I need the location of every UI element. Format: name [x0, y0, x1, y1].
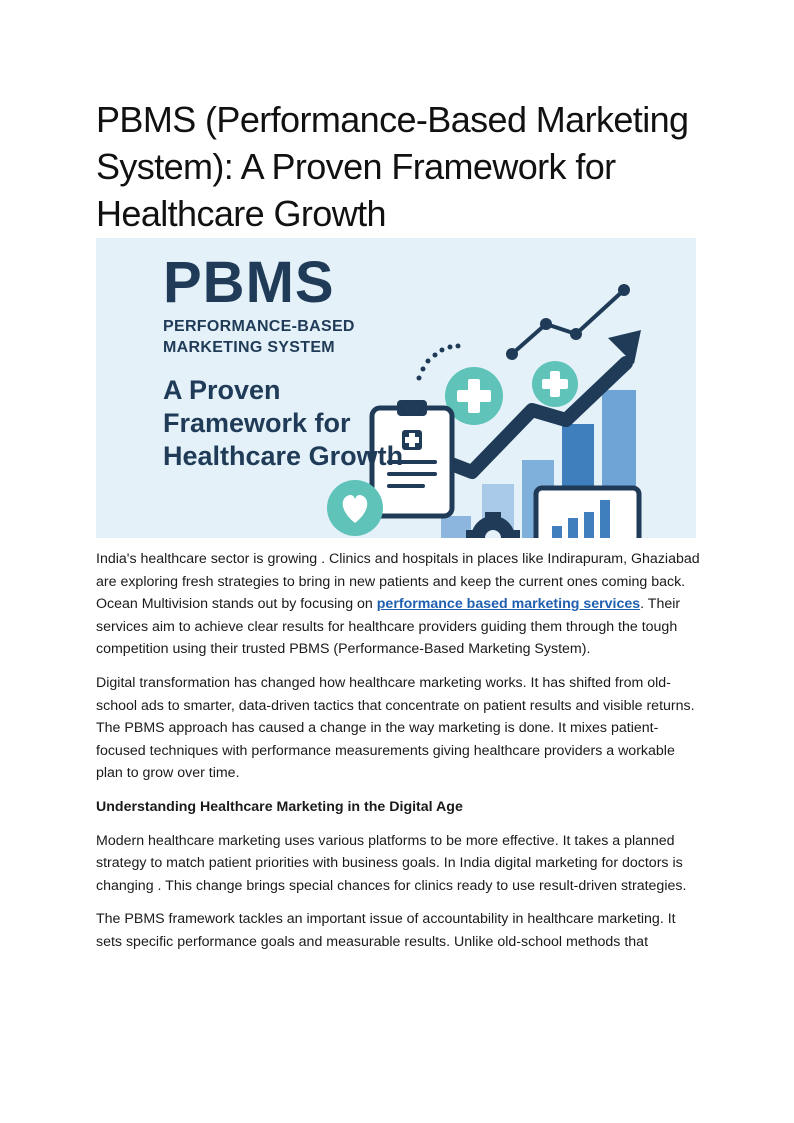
performance-marketing-link[interactable]: performance based marketing services	[376, 596, 641, 613]
hero-text-block	[163, 252, 423, 473]
article-body	[96, 548, 700, 965]
article-title: PBMS (Performance-Based Marketing System): A Proven Framework for Healthcare Growth	[96, 99, 689, 234]
dotted-arc-icon	[417, 344, 461, 381]
paragraph-intro-text: India's healthcare sector is growing . Clinics and hospitals in places like Indirapuram, Ghaziabad are exploring fresh strategies to bring in new patients and keep the current ones coming back. Ocean Multivision stands out by focusing on	[96, 551, 700, 613]
paragraph-digital-transformation: Digital transformation has changed how healthcare marketing works. It has shifted from old-school ads to smarter, data-driven tactics that concentrate on patient results and visible returns. The PBMS approach has caused a change in the way marketing is done. It mixes patient-focused techniques with performance measurements giving healthcare providers a workable plan to grow over time.	[96, 674, 695, 782]
hero-subtitle: PERFORMANCE-BASED MARKETING SYSTEM	[163, 318, 355, 356]
section-heading: Understanding Healthcare Marketing in the Digital Age	[96, 798, 463, 815]
paragraph-pbms-framework: The PBMS framework tackles an important issue of accountability in healthcare marketing. It sets specific performance goals and measurable results. Unlike old-school methods that	[96, 911, 676, 950]
paragraph-intro-text-end: . Their services aim to achieve clear results for healthcare providers guiding them through the tough competition using their trusted PBMS (Performance-Based Marketing System).	[96, 596, 681, 658]
paragraph-modern-marketing: Modern healthcare marketing uses various platforms to be more effective. It takes a planned strategy to match patient priorities with business goals. In India digital marketing for doctors is changing . This change brings special chances for clinics ready to use result-driven strategies.	[96, 832, 687, 894]
hero-image	[96, 238, 696, 538]
paragraph-intro	[96, 548, 700, 661]
hero-tagline: A Proven Framework for Healthcare Growth	[163, 375, 404, 471]
hero-acronym: PBMS	[163, 250, 335, 315]
line-chart-icon	[506, 284, 630, 360]
monitor-chart-icon	[536, 488, 639, 538]
heart-icon	[327, 480, 383, 536]
